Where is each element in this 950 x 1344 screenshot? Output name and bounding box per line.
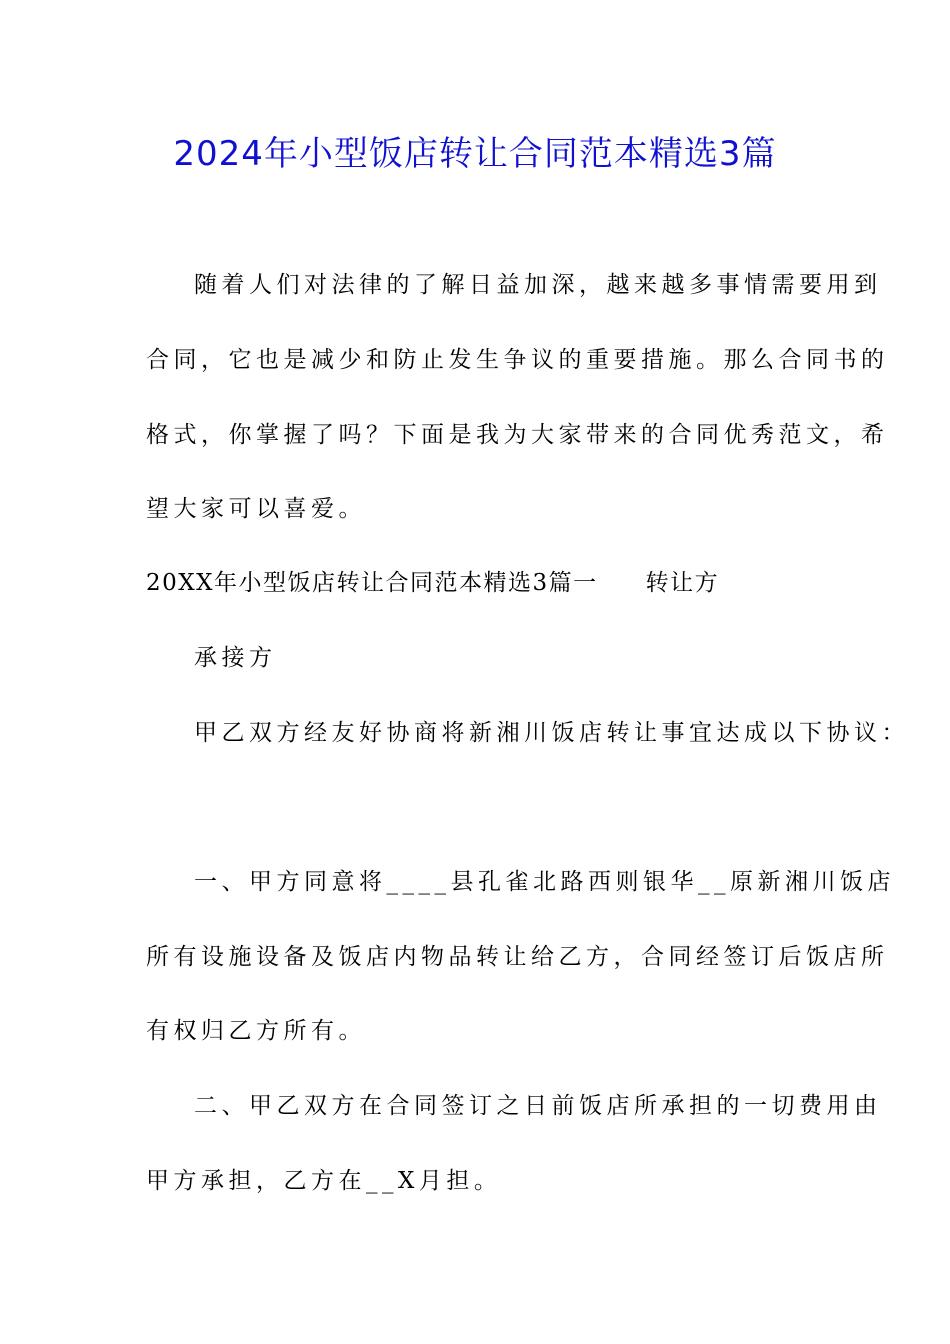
- transferee-label: 承接方: [194, 645, 277, 671]
- intro-line-2: 合同，它也是减少和防止发生争议的重要措施。那么合同书的: [146, 347, 889, 373]
- clause-1-line-1: 一、甲方同意将____县孔雀北路西则银华__原新湘川饭店: [194, 869, 895, 895]
- intro-line-4: 望大家可以喜爱。: [146, 496, 366, 522]
- section-heading: 20XX年小型饭店转让合同范本精选3篇一: [146, 570, 598, 596]
- section-heading-line: [146, 568, 719, 598]
- agreement-intro: 甲乙双方经友好协商将新湘川饭店转让事宜达成以下协议：: [194, 720, 909, 746]
- clause-1-line-2: 所有设施设备及饭店内物品转让给乙方，合同经签订后饭店所: [146, 944, 889, 970]
- document-title: 2024年小型饭店转让合同范本精选3篇: [173, 134, 777, 174]
- intro-line-1: 随着人们对法律的了解日益加深，越来越多事情需要用到: [194, 272, 882, 298]
- clause-2-line-2: 甲方承担，乙方在__X月担。: [146, 1168, 502, 1194]
- clause-2-line-1: 二、甲乙双方在合同签订之日前饭店所承担的一切费用由: [194, 1093, 882, 1119]
- transferor-label: 转让方: [645, 570, 720, 596]
- clause-1-line-3: 有权归乙方所有。: [146, 1018, 366, 1044]
- intro-line-3: 格式，你掌握了吗？下面是我为大家带来的合同优秀范文，希: [146, 422, 889, 448]
